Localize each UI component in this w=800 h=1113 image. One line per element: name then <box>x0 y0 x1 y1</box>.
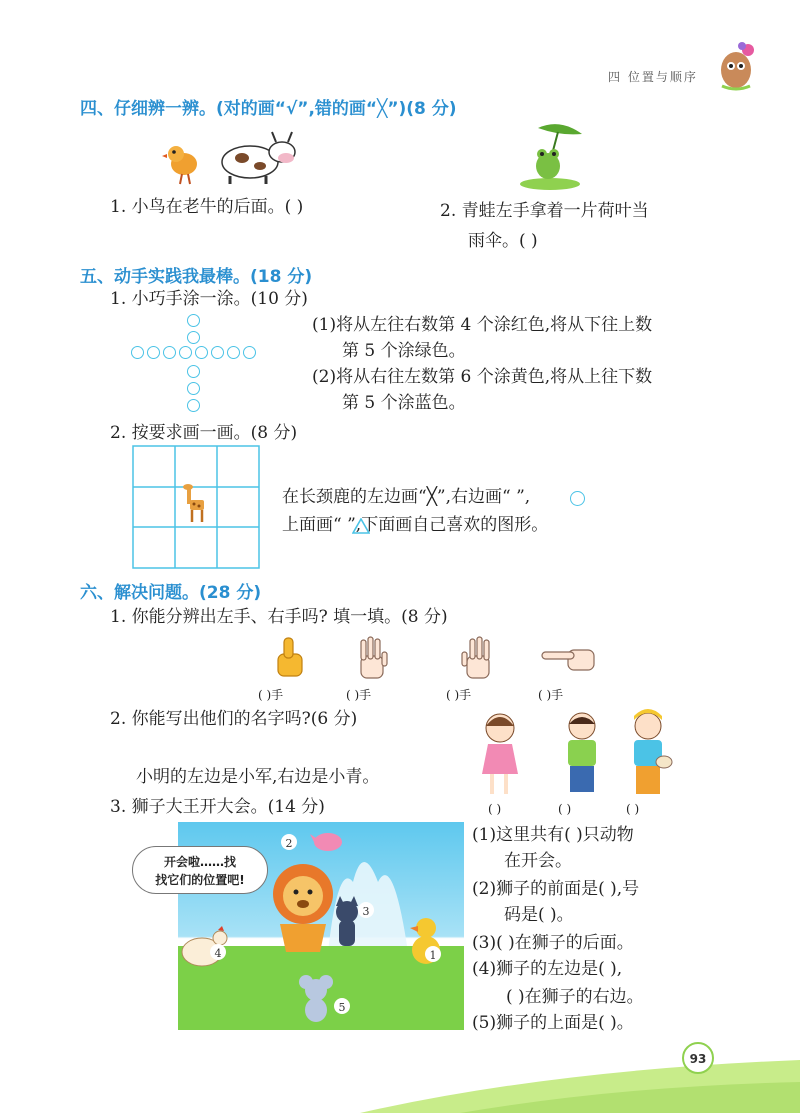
q3-item-4a: (4)狮子的左边是( ), <box>472 959 623 979</box>
circle-shape <box>179 346 192 359</box>
circle-symbol-icon <box>570 491 585 506</box>
section-5-title: 五、动手实践我最棒。(18 分) <box>80 267 313 287</box>
circle-shape <box>187 382 200 395</box>
speech-bubble <box>132 846 268 894</box>
q3-item-5: (5)狮子的上面是( )。 <box>472 1013 634 1033</box>
circle-shape <box>187 331 200 344</box>
page-number-badge <box>682 1042 714 1074</box>
animal-number-badge: 1 <box>425 946 441 962</box>
animal-number-badge: 5 <box>334 998 350 1014</box>
section-5-q1-b1: (2)将从右往左数第 6 个涂黄色,将从上往下数 <box>312 367 653 387</box>
hand-label-2: ( )手 <box>346 688 372 702</box>
circle-shape <box>187 399 200 412</box>
q3-item-2b: 码是( )。 <box>504 905 574 925</box>
kid-blank-3: ( ) <box>626 802 640 816</box>
circle-shape <box>131 346 144 359</box>
q3-item-1a: (1)这里共有( )只动物 <box>472 825 634 845</box>
q3-item-3: (3)( )在狮子的后面。 <box>472 933 634 953</box>
section-5-q1: 1. 小巧手涂一涂。(10 分) <box>110 289 308 309</box>
animal-number-badge: 3 <box>358 902 374 918</box>
circle-shape <box>147 346 160 359</box>
section-6-q3: 3. 狮子大王开大会。(14 分) <box>110 797 325 817</box>
animal-number-badge: 4 <box>210 944 226 960</box>
section-4-q2-line1: 2. 青蛙左手拿着一片荷叶当 <box>440 201 649 221</box>
speech-line-2: 找它们的位置吧! <box>155 873 245 887</box>
mouse-icon <box>296 972 336 1024</box>
mascot-icon <box>712 40 760 92</box>
page-number: 93 <box>689 1052 707 1066</box>
open-hand-icon <box>458 636 498 680</box>
circle-shape <box>163 346 176 359</box>
triangle-symbol-icon <box>352 518 370 534</box>
thumbs-up-hand-icon <box>270 636 308 680</box>
circle-shape <box>187 365 200 378</box>
section-5-q2-line1: 在长颈鹿的左边画“╳”,右边画“ ”, <box>282 487 531 507</box>
girl-icon <box>478 708 526 798</box>
section-4-q2-line2: 雨伞。( ) <box>468 231 538 251</box>
circle-shape <box>243 346 256 359</box>
lion-icon <box>266 860 340 952</box>
q3-item-4b: ( )在狮子的右边。 <box>506 987 644 1007</box>
hand-label-3: ( )手 <box>446 688 472 702</box>
section-4-title: 四、仔细辨一辨。(对的画“√”,错的画“╳”)(8 分) <box>80 99 457 119</box>
section-4-q1: 1. 小鸟在老牛的后面。( ) <box>110 197 304 217</box>
cow-icon <box>216 130 298 186</box>
giraffe-icon <box>182 484 210 524</box>
hand-label-4: ( )手 <box>538 688 564 702</box>
circle-cross-figure <box>131 312 271 416</box>
circle-shape <box>187 314 200 327</box>
circle-shape <box>195 346 208 359</box>
pointing-hand-icon <box>540 640 600 674</box>
section-5-q1-a1: (1)将从左往右数第 4 个涂红色,将从下往上数 <box>312 315 653 335</box>
section-6-q1: 1. 你能分辨出左手、右手吗? 填一填。(8 分) <box>110 607 448 627</box>
chapter-header: 四 位置与顺序 <box>608 70 698 84</box>
frog-icon <box>510 122 590 192</box>
section-5-q2-line2: 上面画“ ”,下面画自己喜欢的图形。 <box>282 515 549 535</box>
bird-icon <box>162 140 210 186</box>
hand-label-1: ( )手 <box>258 688 284 702</box>
section-6-title: 六、解决问题。(28 分) <box>80 583 262 603</box>
section-6-q2-hint: 小明的左边是小军,右边是小青。 <box>136 767 380 787</box>
cat-icon <box>330 896 362 948</box>
bird-icon <box>310 826 346 854</box>
boy-icon <box>560 708 604 798</box>
q3-item-1b: 在开会。 <box>504 851 572 871</box>
animal-number-badge: 2 <box>281 834 297 850</box>
q3-item-2a: (2)狮子的前面是( ),号 <box>472 879 640 899</box>
speech-line-1: 开会啦……找 <box>163 855 236 869</box>
footer-wave <box>300 1030 800 1113</box>
open-hand-icon <box>352 636 392 680</box>
kid-blank-1: ( ) <box>488 802 502 816</box>
circle-shape <box>227 346 240 359</box>
section-5-q1-a2: 第 5 个涂绿色。 <box>342 341 466 361</box>
kid-blank-2: ( ) <box>558 802 572 816</box>
boy-with-palette-icon <box>626 704 674 798</box>
section-6-q2: 2. 你能写出他们的名字吗?(6 分) <box>110 709 358 729</box>
circle-shape <box>211 346 224 359</box>
section-5-q2: 2. 按要求画一画。(8 分) <box>110 423 298 443</box>
section-5-q1-b2: 第 5 个涂蓝色。 <box>342 393 466 413</box>
